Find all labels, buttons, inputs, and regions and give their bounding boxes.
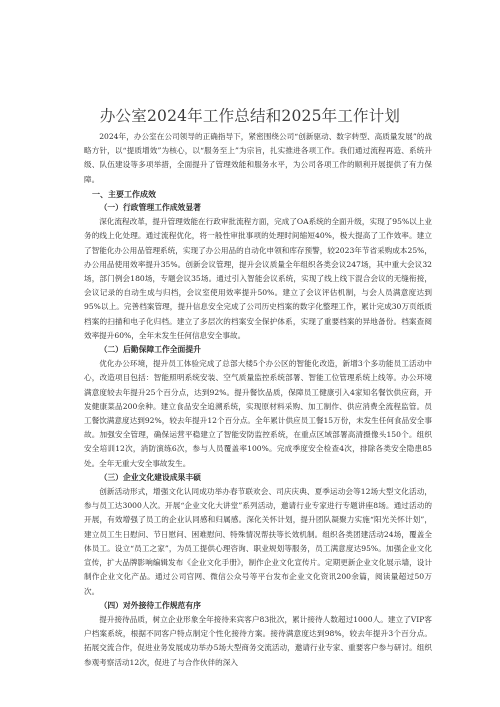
reception-paragraph: 提升接待品质，树立企业形象全年接待来宾客户83批次，累计接待人数超过1000人。建立了VIP客户档案系统，根据不同客户特点制定个性化接待方案。接待满意度达到98%，较去年提升3个百分点。拓展交流合作，促进业务发展成功举办5场大型商务交流活动，邀请行业专家、重要客户参与研讨。组织参观考察活动12次，促进了与合作伙伴的深入 bbox=[84, 614, 432, 667]
document-body bbox=[84, 130, 432, 670]
subsection-heading-culture: （三）企业文化建设成果丰硕 bbox=[99, 472, 201, 482]
subsection-heading-logistics: （二）后勤保障工作全面提升 bbox=[99, 345, 201, 355]
section-heading-main-results: 一、主要工作成效 bbox=[92, 188, 156, 199]
subsection-heading-reception: （四）对外接待工作规范有序 bbox=[99, 600, 201, 610]
intro-paragraph: 2024年，办公室在公司领导的正确指导下，紧密围绕公司“创新驱动、数字转型、高质量发展”的战略方针，以“提质增效”为核心，以“服务至上”为宗旨，扎实推进各项工作。我们通过流程再造、系统升级、队伍建设等多项举措，全面提升了管理效能和服务水平，为公司各项工作的顺利开展提供了有力保障。 bbox=[84, 132, 432, 184]
document-title: 办公室2024年工作总结和2025年工作计划 bbox=[99, 107, 401, 125]
logistics-paragraph: 优化办公环境，提升员工体验完成了总部大楼5个办公区的智能化改造，新增3个多功能员工活动中心，改造项目包括：智能照明系统安装、空气质量监控系统部署、智能工位管理系统上线等。办公环境满意度较去年提升25个百分点，达到92%。提升餐饮品质，保障员工健康引入4家知名餐饮供应商，开发健康菜品200余种。建立食品安全追溯系统，实现原材料采购、加工制作、供应消费全流程监管。员工餐饮满意度达到92%，较去年提升12个百分点。全年累计供应员工餐15万份，未发生任何食品安全事故。加强安全管理，确保运营平稳建立了智能安防监控系统，在重点区域部署高清摄像头150个。组织安全培训12次，消防演练6次，参与人员覆盖率100%。完成季度安全检查4次，排除各类安全隐患85处。全年无重大安全事故发生。 bbox=[84, 359, 432, 468]
subsection-heading-admin: （一）行政管理工作成效显著 bbox=[99, 203, 201, 213]
admin-paragraph: 深化流程改革，提升管理效能在行政审批流程方面，完成了OA系统的全面升级，实现了95%以上业务的线上化处理。通过流程优化，将一般性审批事项的处理时间缩短40%，极大提高了工作效率。建立了智能化办公用品管理系统，实现了办公用品的自动化申领和库存预警，较2023年节省采购成本25%，办公用品使用效率提升35%。创新会议管理，提升会议质量全年组织各类会议247场，其中重大会议32场，部门例会180场，专题会议35场。通过引入智能会议系统，实现了线上线下混合会议的无缝衔接，会议记录的自动生成与归档，会议室使用效率提升50%。建立了会议评估机制，与会人员满意度达到95%以上。完善档案管理，提升信息安全完成了公司历史档案的数字化整理工作，累计完成30万页纸质档案的扫描和电子化归档。建立了多层次的档案安全保护体系，实现了重要档案的异地备份。档案查阅效率提升60%，全年未发生任何信息安全事故。 bbox=[84, 217, 432, 340]
culture-paragraph: 创新活动形式，增强文化认同成功举办春节联欢会、司庆庆典、夏季运动会等12场大型文化活动，参与员工达3000人次。开展“企业文化大讲堂”系列活动，邀请行业专家进行专题讲座8场。通过活动的开展，有效增强了员工的企业认同感和归属感。深化关怀计划，提升团队凝聚力实施“阳光关怀计划”，建立员工生日慰问、节日慰问、困难慰问、特殊情况帮扶等长效机制。组织各类团建活动24场，覆盖全体员工。设立“员工之家”，为员工提供心理咨询、职业规划等服务，员工满意度达95%。加强企业文化宣传，扩大品牌影响编辑发布《企业文化手册》，制作企业文化宣传片。定期更新企业文化展示墙，设计制作企业文化产品。通过公司官网、微信公众号等平台发布企业文化资讯200余篇，阅读量超过50万次。 bbox=[84, 487, 432, 596]
